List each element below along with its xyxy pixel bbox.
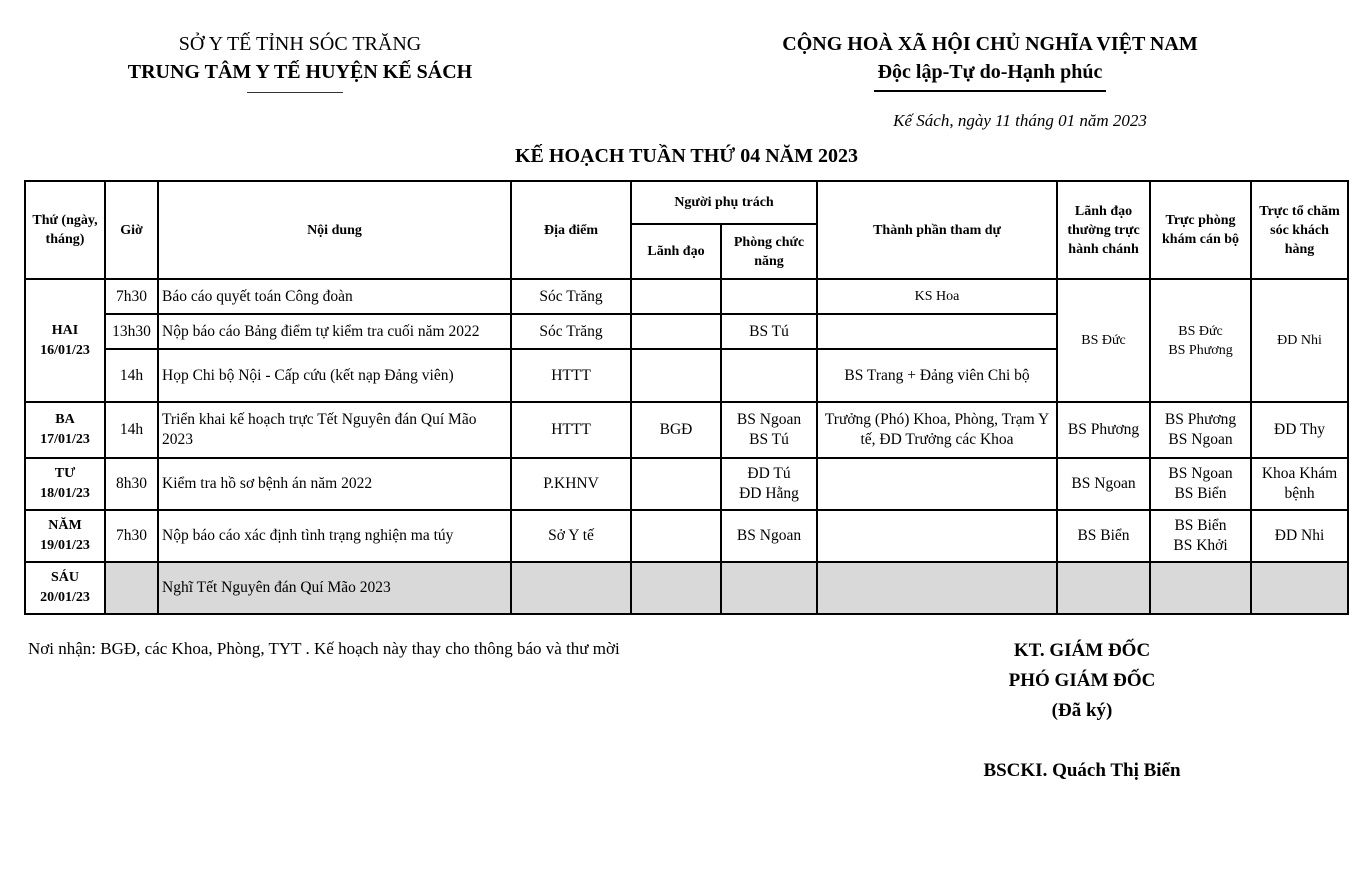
header-responsible-leader: Lãnh đạo	[631, 224, 721, 279]
time-cell	[105, 562, 158, 614]
table-row	[25, 279, 1348, 314]
participants-cell: BS Trang + Đảng viên Chi bộ	[817, 349, 1057, 402]
clinic-duty-cell	[1150, 402, 1251, 458]
header-responsible: Người phụ trách	[631, 181, 817, 224]
leader-cell	[631, 458, 721, 510]
location-cell: HTTT	[511, 402, 631, 458]
location-cell: Sở Y tế	[511, 510, 631, 562]
clinic-duty-cell	[1150, 458, 1251, 510]
header-left	[60, 30, 540, 93]
leader-cell	[631, 279, 721, 314]
day-cell	[25, 458, 105, 510]
day-cell	[25, 402, 105, 458]
clinic-duty-name: BS Phương	[1164, 411, 1237, 428]
dept-cell: BS Ngoan	[721, 510, 817, 562]
location-cell	[511, 562, 631, 614]
clinic-duty-name: BS Đức	[1178, 323, 1223, 339]
header-right	[740, 30, 1240, 92]
day-cell	[25, 562, 105, 614]
dept-cell	[721, 402, 817, 458]
time-cell: 14h	[105, 349, 158, 402]
table-row	[25, 402, 1348, 458]
dept-cell	[721, 279, 817, 314]
date-line: Kế Sách, ngày 11 tháng 01 năm 2023	[893, 111, 1147, 130]
customer-care-cell: ĐD Nhi	[1251, 279, 1348, 402]
day-cell	[25, 279, 105, 402]
day-date: 20/01/23	[40, 590, 90, 605]
participants-cell	[817, 314, 1057, 349]
admin-duty-cell	[1057, 562, 1150, 614]
sign-title-1: KT. GIÁM ĐỐC	[1013, 640, 1151, 661]
dept-cell	[721, 349, 817, 402]
leader-cell	[631, 510, 721, 562]
header-responsible-dept: Phòng chức năng	[721, 224, 817, 279]
table-row	[25, 458, 1348, 510]
customer-care-cell	[1251, 458, 1348, 510]
signature-block	[960, 636, 1204, 726]
header-customer-care: Trực tổ chăm sóc khách hàng	[1251, 181, 1348, 279]
content-cell: Kiểm tra hồ sơ bệnh án năm 2022	[158, 458, 511, 510]
header-location: Địa điểm	[511, 181, 631, 279]
content-cell: Nộp báo cáo xác định tình trạng nghiện ma túy	[158, 510, 511, 562]
day-date: 17/01/23	[40, 432, 90, 447]
customer-care-line: Khoa Khám	[1261, 465, 1338, 482]
content-cell: Báo cáo quyết toán Công đoàn	[158, 279, 511, 314]
content-cell: Nghĩ Tết Nguyên đán Quí Mão 2023	[158, 562, 511, 614]
table-row	[25, 510, 1348, 562]
leader-cell	[631, 314, 721, 349]
customer-care-line: bệnh	[1284, 485, 1315, 502]
recipients-note: Nơi nhận: BGĐ, các Khoa, Phòng, TYT . Kế hoạch này thay cho thông báo và thư mời	[28, 639, 620, 658]
customer-care-cell	[1251, 562, 1348, 614]
dept-name: BS Tú	[749, 431, 789, 448]
leader-cell	[631, 562, 721, 614]
location-cell: Sóc Trăng	[511, 314, 631, 349]
dept-cell: BS Tú	[721, 314, 817, 349]
clinic-duty-name: BS Khởi	[1173, 537, 1228, 554]
clinic-duty-cell	[1150, 562, 1251, 614]
leader-cell	[631, 349, 721, 402]
header-content: Nội dung	[158, 181, 511, 279]
dept-cell	[721, 562, 817, 614]
header-right-rule	[874, 90, 1106, 92]
document-title: KẾ HOẠCH TUẦN THỨ 04 NĂM 2023	[515, 145, 858, 167]
time-cell: 13h30	[105, 314, 158, 349]
participants-cell: KS Hoa	[817, 279, 1057, 314]
participants-cell	[817, 510, 1057, 562]
admin-duty-cell: BS Biển	[1057, 510, 1150, 562]
clinic-duty-name: BS Biển	[1174, 517, 1227, 534]
agency-name: SỞ Y TẾ TỈNH SÓC TRĂNG	[178, 33, 422, 55]
weekly-plan-table	[24, 180, 1349, 615]
header-clinic-duty: Trực phòng khám cán bộ	[1150, 181, 1251, 279]
admin-duty-cell: BS Đức	[1057, 279, 1150, 402]
location-cell: Sóc Trăng	[511, 279, 631, 314]
location-cell: P.KHNV	[511, 458, 631, 510]
time-cell: 7h30	[105, 510, 158, 562]
content-cell: Họp Chi bộ Nội - Cấp cứu (kết nạp Đảng viên)	[158, 349, 511, 402]
customer-care-cell: ĐD Thy	[1251, 402, 1348, 458]
dept-cell	[721, 458, 817, 510]
nation-name: CỘNG HOÀ XÃ HỘI CHỦ NGHĨA VIỆT NAM	[782, 33, 1198, 55]
sign-title-2: PHÓ GIÁM ĐỐC	[1008, 670, 1156, 691]
time-cell: 8h30	[105, 458, 158, 510]
dept-name: ĐD Tú	[747, 465, 791, 482]
participants-cell	[817, 562, 1057, 614]
header-time: Giờ	[105, 181, 158, 279]
day-name: TƯ	[54, 466, 76, 481]
dept-name: BS Ngoan	[736, 411, 802, 428]
day-date: 18/01/23	[40, 486, 90, 501]
time-cell: 7h30	[105, 279, 158, 314]
day-name: NĂM	[48, 518, 82, 533]
signer-name: BSCKI. Quách Thị Biển	[983, 760, 1181, 781]
unit-name: TRUNG TÂM Y TẾ HUYỆN KẾ SÁCH	[127, 61, 473, 83]
table-row	[25, 562, 1348, 614]
clinic-duty-name: BS Phương	[1168, 342, 1233, 358]
admin-duty-cell: BS Ngoan	[1057, 458, 1150, 510]
clinic-duty-cell	[1150, 510, 1251, 562]
content-cell: Nộp báo cáo Bảng điểm tự kiểm tra cuối năm 2022	[158, 314, 511, 349]
location-cell: HTTT	[511, 349, 631, 402]
clinic-duty-cell	[1150, 279, 1251, 402]
customer-care-cell: ĐD Nhi	[1251, 510, 1348, 562]
dept-name: ĐD Hằng	[739, 485, 799, 502]
header-left-rule	[247, 92, 343, 93]
day-cell	[25, 510, 105, 562]
clinic-duty-name: BS Ngoan	[1168, 431, 1233, 448]
motto: Độc lập-Tự do-Hạnh phúc	[877, 61, 1103, 83]
clinic-duty-name: BS Biển	[1174, 485, 1227, 502]
content-cell: Triển khai kế hoạch trực Tết Nguyên đán Quí Mão 2023	[158, 402, 511, 458]
day-name: BA	[55, 412, 75, 427]
header-admin-duty: Lãnh đạo thường trực hành chánh	[1057, 181, 1150, 279]
header-day: Thứ (ngày, tháng)	[25, 181, 105, 279]
leader-cell: BGĐ	[631, 402, 721, 458]
day-name: SÁU	[50, 570, 79, 585]
day-date: 16/01/23	[40, 342, 90, 358]
day-date: 19/01/23	[40, 538, 90, 553]
header-participants: Thành phần tham dự	[817, 181, 1057, 279]
participants-cell	[817, 458, 1057, 510]
day-name: HAI	[51, 322, 79, 338]
admin-duty-cell: BS Phương	[1057, 402, 1150, 458]
participants-cell: Trưởng (Phó) Khoa, Phòng, Trạm Y tế, ĐD Trưởng các Khoa	[817, 402, 1057, 458]
signed-mark: (Đã ký)	[1051, 700, 1113, 721]
clinic-duty-name: BS Ngoan	[1168, 465, 1233, 482]
time-cell: 14h	[105, 402, 158, 458]
